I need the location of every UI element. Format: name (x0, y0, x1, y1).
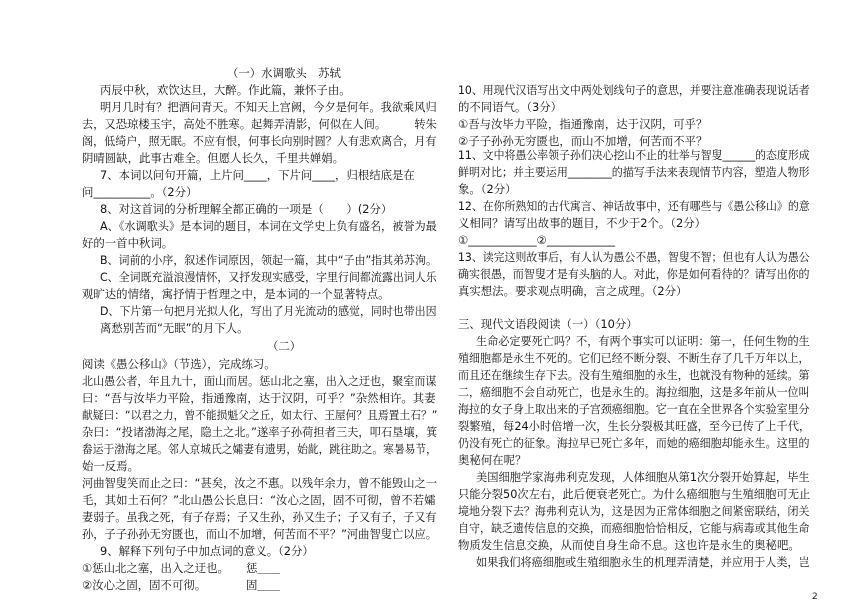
text-line: B、词前的小序，叙述作词原因，领起一篇，其中“子由”指其弟苏洵。 (100, 253, 437, 267)
text-line: 观旷达的情绪，寓抒情于哲理之中，是本词的一个显著特点。 (82, 287, 390, 301)
text-line: （二） (267, 339, 302, 353)
text-line: 问__________。（2分） (82, 185, 198, 199)
text-line: 美国细胞学家海弗利克发现，人体细胞从第1次分裂开始算起，毕生 (476, 470, 810, 484)
text-line: ②汝心之固，固不可彻。 固＿＿ (82, 578, 281, 592)
text-line: 13、读完这则故事后，有人认为愚公不愚，智叟不智；但也有人认为愚公 (458, 250, 810, 264)
text-line: 确实很愚，而智叟才是有头脑的人。对此，你是如何看待的？请写出你的 (458, 267, 810, 281)
text-line: 12、在你所熟知的古代寓言、神话故事中，还有哪些与《愚公移山》的意 (458, 199, 810, 213)
text-line: D、下片第一句把月光拟人化，写出了月光流动的感觉，同时也带出因 (100, 304, 437, 318)
text-line: 如果我们将癌细胞或生殖细胞永生的机理弄清楚，并应用于人类，岂 (476, 555, 810, 569)
text-line: 义相同？请写出故事的题目，不少于2个。（2分） (458, 216, 706, 230)
text-line: 明月几时有？把酒问青天。不知天上宫阙，今夕是何年。我欲乘风归 (100, 100, 437, 114)
text-line: A、《水调歌头》是本词的题目，本词在文学史上负有盛名，被誉为最 (100, 219, 437, 233)
text-line: 海拉的女子身上取出来的子宫颈癌细胞。它一直在全世界各个实验室里分 (458, 402, 810, 416)
text-line: 象。（2分） (458, 182, 517, 196)
text-line: ①吾与汝毕力平险，指通豫南，达于汉阴，可乎？ (458, 117, 708, 131)
text-line: 物质发生信息交换，从而使自身生命不息。这也许是永生的奥秘吧。 (458, 538, 800, 552)
text-line: 妻弱子。虽我之死，有子存焉；子又生孙，孙又生子；子又有子，子又有 (82, 510, 437, 524)
text-line: 裂繁殖，每24小时倍增一次，生长分裂极其旺盛，至今已传了上千代， (458, 419, 811, 433)
text-line: 自守，缺乏遗传信息的交换，而癌细胞恰恰相反，它能与病毒或其他生命 (458, 521, 810, 535)
text-line: 只能分裂50次左右，此后便衰老死亡。为什么癌细胞与生殖细胞可无止 (458, 487, 811, 501)
text-line: 阁，低绮户，照无眠。不应有恨，何事长向别时圆？人有悲欢离合，月有 (82, 134, 437, 148)
text-line: 10、用现代汉语写出文中两处划线句子的意思，并要注意准确表现说话者 (458, 83, 810, 97)
text-line: 鲜明对比；并主要运用________的描写手法来表现情节内容，塑造人物形 (458, 165, 810, 179)
text-line: 阴晴圆缺，此事古难全。但愿人长久，千里共婵娟。 (82, 151, 344, 165)
text-line: 仍没有死亡的征象。海拉早已死亡多年，而她的癌细胞却能永生。这里的 (458, 436, 810, 450)
text-line: 北山愚公者，年且九十，面山而居。惩山北之塞，出入之迂也，聚室而谋 (82, 374, 437, 388)
text-line: 生命必定要死亡吗？不，有两个事实可以证明：第一，任何生物的生 (476, 334, 810, 348)
text-line: 始一反焉。 (82, 459, 139, 473)
text-line: 殖细胞都是永生不死的。它们已经不断分裂、不断生存了几千万年以上， (458, 351, 810, 365)
text-line: 丙辰中秋，欢饮达旦，大醉。作此篇，兼怀子由。 (100, 83, 351, 97)
text-line: 好的一首中秋词。 (82, 236, 174, 250)
text-line: C、全词既充溢浪漫情怀，又抒发现实感受，字里行间都流露出词人乐 (100, 270, 437, 284)
text-line: 奥秘何在呢？ (458, 453, 527, 467)
text-line: （一）水调歌头 苏轼 (227, 66, 341, 80)
text-line: 河曲智叟笑而止之曰：“甚矣，汝之不惠。以残年余力，曾不能毁山之一 (82, 476, 438, 490)
text-line: 阅读《愚公移山》（节选），完成练习。 (82, 357, 276, 371)
text-line: 曰：“吾与汝毕力平险，指通豫南，达于汉阴，可乎？”杂然相许。其妻 (82, 391, 436, 405)
text-line: 离愁别苦而“无眠”的月下人。 (100, 321, 249, 335)
text-line: 7、本词以问句开篇，上片问____，下片问____，归根结底是在 (100, 168, 415, 182)
text-line: ①惩山北之塞，出入之迂也。 惩＿＿ (82, 561, 281, 575)
text-line: 毛，其如土石何？”北山愚公长息曰：“汝心之固，固不可彻，曾不若孀 (82, 493, 436, 507)
text-line: 孙，子子孙孙无穷匮也，而山不加增，何苦而不平？”河曲智叟亡以应。 (82, 527, 438, 541)
text-line: 真实想法。要求观点明确，言之成理。（2分） (458, 284, 688, 298)
text-line: 的不同语气。（3分） (458, 100, 563, 114)
text-line: ②子子孙孙无穷匮也，而山不加增，何苦而不平？ (458, 134, 708, 148)
text-line: 而且还在继续生存下去。没有生殖细胞的永生，也就没有物种的延续。第 (458, 368, 810, 382)
text-line: 9、解释下列句子中加点词的意义。（2分） (100, 544, 314, 558)
text-line: ①____________②____________ (458, 233, 616, 247)
text-line: 二，癌细胞不会自动死亡，也是永生的。海拉细胞，这是多年前从一位叫 (458, 385, 810, 399)
text-line: 去，又恐琼楼玉宇，高处不胜寒。起舞弄清影，何似在人间。 转朱 (82, 117, 437, 131)
text-line: 三、现代文语段阅读（一）（10分） (458, 317, 638, 331)
text-line: 畚运于渤海之尾。邻人京城氏之孀妻有遗男，始龀，跳往助之。寒暑易节， (82, 442, 437, 456)
page-number: 2 (812, 592, 818, 602)
text-line: 献疑曰：“以君之力，曾不能损魁父之丘，如太行、王屋何？且焉置土石？” (82, 408, 438, 422)
text-line: 8、对这首词的分析理解全都正确的一项是（ ）(2分） (100, 202, 393, 216)
text-line: 境地分裂下去？海弗利克认为，这是因为正常体细胞之间紧密联结，闭关 (458, 504, 810, 518)
text-line: 11、文中将愚公率领子孙们决心挖山不止的壮举与智叟______的态度形成 (458, 148, 810, 162)
text-line: 杂曰：“投诸渤海之尾，隐土之北。”遂率子孙荷担者三夫，叩石垦壤，箕 (82, 425, 438, 439)
